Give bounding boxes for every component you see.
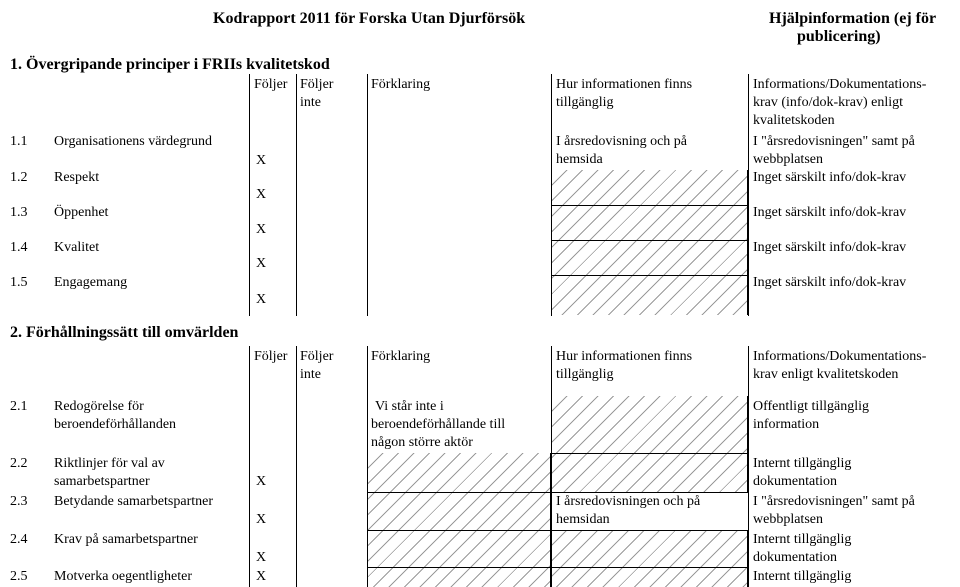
- s2-row3-label: Betydande samarbetspartner: [54, 494, 213, 509]
- s1-row2-num: 1.2: [10, 170, 28, 185]
- s2-col-hur-1: Hur informationen finns: [556, 349, 693, 364]
- s1-col-forklaring: Förklaring: [371, 77, 431, 92]
- s2-row2-info-2: dokumentation: [753, 474, 837, 489]
- s2-row5-info-1: Internt tillgänglig: [753, 569, 852, 584]
- s2-row1-info-2: information: [753, 417, 820, 432]
- s1-hatched-area: [552, 170, 748, 315]
- s2-row1-label-1: Redogörelse för: [54, 399, 144, 414]
- s2-row4-info-2: dokumentation: [753, 550, 837, 565]
- s2-row3-num: 2.3: [10, 494, 28, 509]
- s1-row1-hur-1: I årsredovisning och på: [556, 134, 688, 149]
- s1-row2-label: Respekt: [54, 170, 100, 185]
- s1-col-info-3: kvalitetskoden: [753, 113, 835, 128]
- section2-title: 2. Förhållningssätt till omvärlden: [10, 324, 239, 341]
- s1-row4-num: 1.4: [10, 240, 28, 255]
- s1-row5-label: Engagemang: [54, 275, 128, 290]
- s1-row1-info-2: webbplatsen: [753, 152, 823, 167]
- s1-row4-mark: X: [256, 256, 267, 271]
- s2-row1-forklaring-2: beroendeförhållande till: [371, 417, 506, 432]
- s1-row4-label: Kvalitet: [54, 240, 100, 255]
- s1-col-hur-2: tillgänglig: [556, 95, 614, 110]
- s1-row1-label: Organisationens värdegrund: [54, 134, 212, 149]
- help-header-line1: Hjälpinformation (ej för: [769, 10, 937, 27]
- s2-col-foljer-inte-1: Följer: [300, 349, 334, 364]
- s2-row4-info-1: Internt tillgänglig: [753, 532, 852, 547]
- s2-row1-forklaring-1: Vi står inte i: [375, 399, 444, 414]
- s2-row3-info-1: I "årsredovisningen" samt på: [753, 494, 915, 509]
- s1-row5-mark: X: [256, 292, 267, 307]
- s2-row1-num: 2.1: [10, 399, 28, 414]
- s2-row4-num: 2.4: [10, 532, 28, 547]
- s2-row2-info-1: Internt tillgänglig: [753, 456, 852, 471]
- s2-row5-label: Motverka oegentligheter: [54, 569, 193, 584]
- s1-row3-label: Öppenhet: [54, 205, 109, 220]
- section1-title: 1. Övergripande principer i FRIIs kvalitetskod: [10, 56, 330, 73]
- s1-row3-info: Inget särskilt info/dok-krav: [753, 205, 907, 220]
- s1-row1-info-1: I "årsredovisningen" samt på: [753, 134, 915, 149]
- s2-row2-mark: X: [256, 474, 267, 489]
- s2-row4-mark: X: [256, 550, 267, 565]
- s2-row1-label-2: beroendeförhållanden: [54, 417, 177, 432]
- s2-col-info-2: krav enligt kvalitetskoden: [753, 367, 899, 382]
- s2-row1-forklaring-3: någon större aktör: [371, 435, 473, 450]
- s2-row2-label-2: samarbetspartner: [54, 474, 150, 489]
- s1-row5-num: 1.5: [10, 275, 28, 290]
- s1-col-foljer: Följer: [254, 77, 288, 92]
- s2-row2-num: 2.2: [10, 456, 28, 471]
- report-title: Kodrapport 2011 för Forska Utan Djurförsök: [213, 10, 526, 27]
- s2-row4-label: Krav på samarbetspartner: [54, 532, 198, 547]
- s2-row3-mark: X: [256, 512, 267, 527]
- help-header-line2: publicering): [797, 28, 881, 45]
- s2-row5-mark: X: [256, 569, 267, 584]
- s2-col-forklaring: Förklaring: [371, 349, 431, 364]
- s2-row5-num: 2.5: [10, 569, 28, 584]
- s1-row3-num: 1.3: [10, 205, 28, 220]
- s2-row3-hur-2: hemsidan: [556, 512, 610, 527]
- s1-row2-mark: X: [256, 187, 267, 202]
- s1-row5-info: Inget särskilt info/dok-krav: [753, 275, 907, 290]
- s2-row3-info-2: webbplatsen: [753, 512, 823, 527]
- s1-row1-mark: X: [256, 153, 267, 168]
- s2-col-info-1: Informations/Dokumentations-: [753, 349, 927, 364]
- s1-row4-info: Inget särskilt info/dok-krav: [753, 240, 907, 255]
- s1-col-foljer-inte-1: Följer: [300, 77, 334, 92]
- s2-row3-hur-1: I årsredovisningen och på: [556, 494, 701, 509]
- s2-hatched-area-1: [552, 396, 748, 492]
- s1-col-info-1: Informations/Dokumentations-: [753, 77, 927, 92]
- s1-row1-num: 1.1: [10, 134, 28, 149]
- s1-row3-mark: X: [256, 222, 267, 237]
- s2-row2-label-1: Riktlinjer för val av: [54, 456, 165, 471]
- s1-col-hur-1: Hur informationen finns: [556, 77, 693, 92]
- s2-col-foljer: Följer: [254, 349, 288, 364]
- s1-col-foljer-inte-2: inte: [300, 95, 321, 110]
- s1-row1-hur-2: hemsida: [556, 152, 603, 167]
- s2-col-foljer-inte-2: inte: [300, 367, 321, 382]
- s1-col-info-2: krav (info/dok-krav) enligt: [753, 95, 904, 110]
- s2-row1-info-1: Offentligt tillgänglig: [753, 399, 870, 414]
- s2-hatched-area-3: [552, 530, 748, 587]
- s1-row2-info: Inget särskilt info/dok-krav: [753, 170, 907, 185]
- s2-col-hur-2: tillgänglig: [556, 367, 614, 382]
